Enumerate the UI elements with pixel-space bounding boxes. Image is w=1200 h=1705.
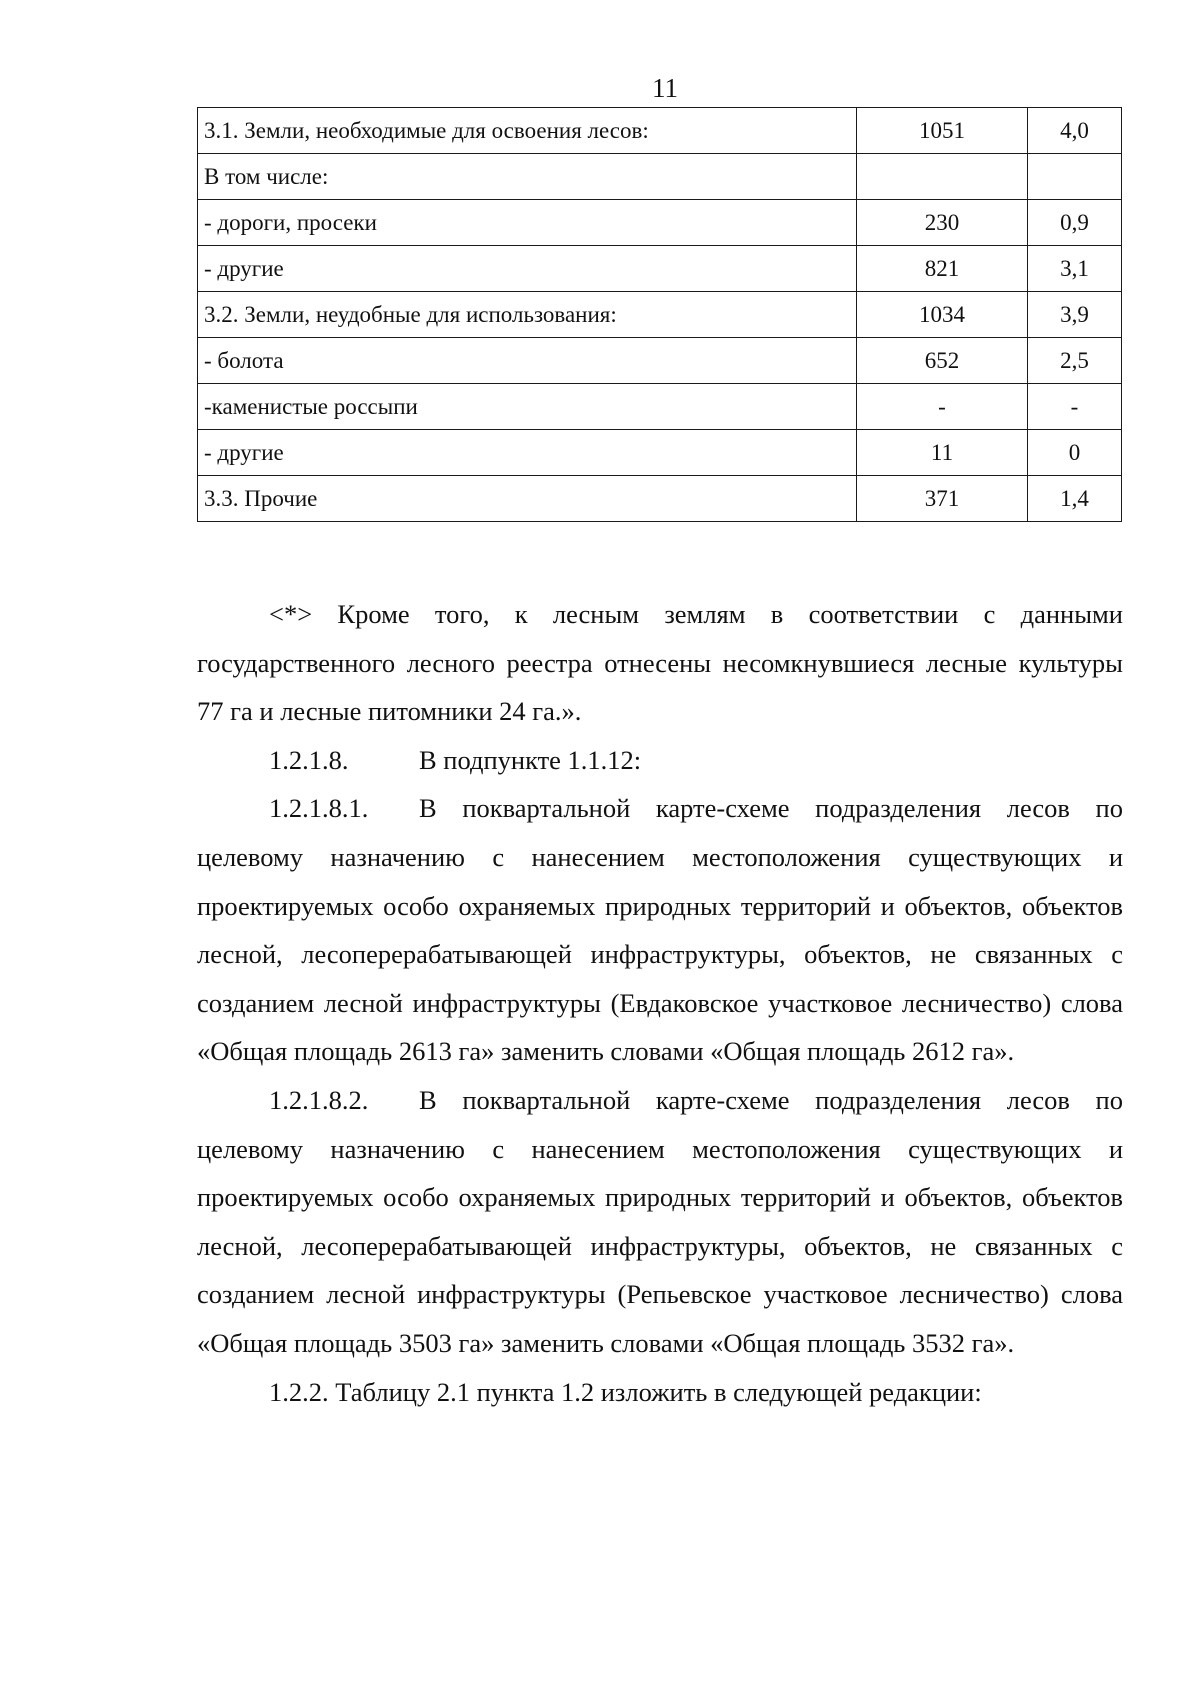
clause-text: В поквартальной карте-схеме подразделения лесов по целевому назначению с нанесением местоположения существующих и проектируемых особо охраняемых природных территорий и объектов, объектов лесной, лесоперерабатывающей инфраструктуры, объектов, не связанных с созданием лесной инфраструктуры (Репьевское участковое лесничество) слова «Общая площадь 3503 га» заменить словами «Общая площадь 3532 га». bbox=[197, 1084, 1123, 1358]
area-cell: 821 bbox=[857, 246, 1028, 292]
area-cell: 1034 bbox=[857, 292, 1028, 338]
clause-text: В подпункте 1.1.12: bbox=[419, 744, 642, 775]
percent-cell: 3,1 bbox=[1028, 246, 1122, 292]
table-row bbox=[198, 108, 1122, 154]
area-cell: 652 bbox=[857, 338, 1028, 384]
category-name-cell: - другие bbox=[198, 246, 857, 292]
area-cell: 371 bbox=[857, 476, 1028, 522]
paragraph-1-2-2: 1.2.2. Таблицу 2.1 пункта 1.2 изложить в следующей редакции: bbox=[269, 1376, 982, 1407]
percent-cell: 0 bbox=[1028, 430, 1122, 476]
table-row bbox=[198, 154, 1122, 200]
clause-text: В поквартальной карте-схеме подразделения лесов по целевому назначению с нанесением местоположения существующих и проектируемых особо охраняемых природных территорий и объектов, объектов лесной, лесоперерабатывающей инфраструктуры, объектов, не связанных с созданием лесной инфраструктуры (Евдаковское участковое лесничество) слова «Общая площадь 2613 га» заменить словами «Общая площадь 2612 га». bbox=[197, 793, 1123, 1067]
clause-number: 1.2.1.8.2. bbox=[269, 1084, 369, 1115]
area-cell: - bbox=[857, 384, 1028, 430]
percent-cell bbox=[1028, 154, 1122, 200]
land-category-table bbox=[197, 107, 1122, 522]
clause-number: 1.2.1.8.1. bbox=[269, 793, 369, 824]
table-row bbox=[198, 292, 1122, 338]
percent-cell: 0,9 bbox=[1028, 200, 1122, 246]
paragraph-1-2-1-8 bbox=[197, 736, 1123, 785]
category-name-cell: - другие bbox=[198, 430, 857, 476]
percent-cell: 1,4 bbox=[1028, 476, 1122, 522]
table-row bbox=[198, 384, 1122, 430]
category-name-cell: - болота bbox=[198, 338, 857, 384]
table-row bbox=[198, 200, 1122, 246]
footnote-paragraph: <*> Кроме того, к лесным землям в соответствии с данными государственного лесного реестра отнесены несомкнувшиеся лесные культуры 77 га и лесные питомники 24 га.». bbox=[197, 599, 1123, 727]
category-name-cell: 3.1. Земли, необходимые для освоения лесов: bbox=[198, 108, 857, 154]
category-name-cell: -каменистые россыпи bbox=[198, 384, 857, 430]
area-cell: 11 bbox=[857, 430, 1028, 476]
table-row bbox=[198, 338, 1122, 384]
table-row bbox=[198, 246, 1122, 292]
percent-cell: 2,5 bbox=[1028, 338, 1122, 384]
table-row bbox=[198, 476, 1122, 522]
paragraph-1-2-1-8-1 bbox=[197, 784, 1123, 1076]
document-body bbox=[197, 590, 1123, 1416]
percent-cell: - bbox=[1028, 384, 1122, 430]
paragraph-1-2-1-8-2 bbox=[197, 1076, 1123, 1368]
area-cell bbox=[857, 154, 1028, 200]
percent-cell: 4,0 bbox=[1028, 108, 1122, 154]
category-name-cell: В том числе: bbox=[198, 154, 857, 200]
category-name-cell: 3.3. Прочие bbox=[198, 476, 857, 522]
table-row bbox=[198, 430, 1122, 476]
clause-number: 1.2.1.8. bbox=[269, 744, 349, 775]
area-cell: 230 bbox=[857, 200, 1028, 246]
percent-cell: 3,9 bbox=[1028, 292, 1122, 338]
area-cell: 1051 bbox=[857, 108, 1028, 154]
category-name-cell: - дороги, просеки bbox=[198, 200, 857, 246]
page-number: 11 bbox=[652, 73, 678, 103]
category-name-cell: 3.2. Земли, неудобные для использования: bbox=[198, 292, 857, 338]
